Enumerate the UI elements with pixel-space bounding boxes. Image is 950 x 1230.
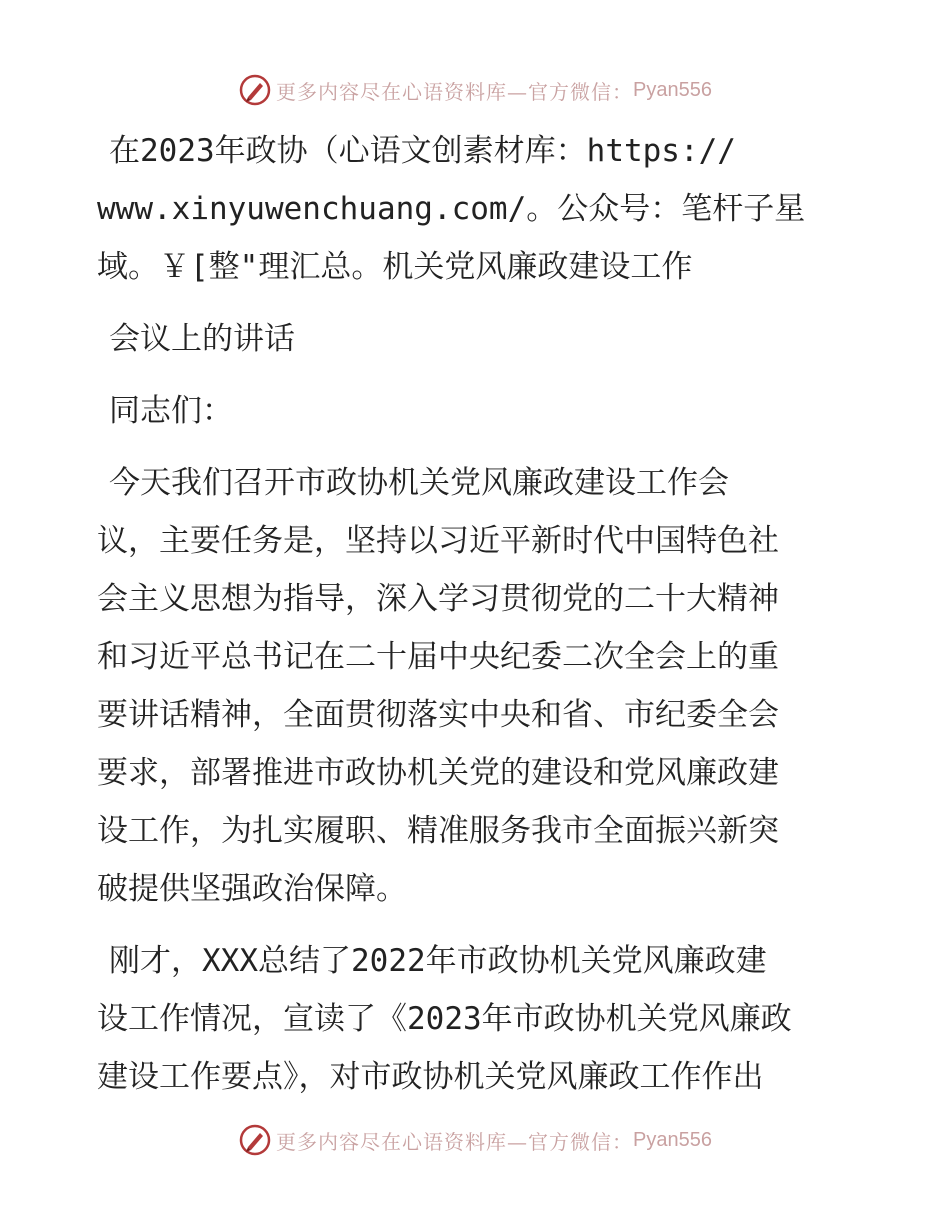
pen-logo-icon: [238, 73, 272, 107]
paragraph-line: 今天我们召开市政协机关党风廉政建设工作会: [109, 465, 729, 501]
document-body: [97, 122, 867, 1106]
watermark-handle: Pyan556: [633, 1128, 712, 1151]
paragraph-line: 刚才，XXX总结了2022年市政协机关党风廉政建: [109, 943, 767, 979]
watermark-header: [0, 70, 950, 110]
title-line: www.xinyuwenchuang.com/。公众号：笔杆子星: [97, 191, 806, 227]
watermark-text: 更多内容尽在心语资料库—官方微信：: [276, 1129, 634, 1154]
watermark-footer: [0, 1120, 950, 1160]
paragraph-line: 要讲话精神，全面贯彻落实中央和省、市纪委全会: [97, 697, 779, 733]
paragraph-line: 设工作情况，宣读了《2023年市政协机关党风廉政: [97, 1001, 792, 1037]
paragraph-2: [97, 932, 867, 1106]
paragraph-line: 会主义思想为指导，深入学习贯彻党的二十大精神: [97, 581, 779, 617]
paragraph-line: 破提供坚强政治保障。: [97, 871, 407, 907]
pen-logo-icon: [238, 1123, 272, 1157]
title-line: 域。￥[整"理汇总。机关党风廉政建设工作: [97, 249, 693, 285]
watermark-text: 更多内容尽在心语资料库—官方微信：: [276, 79, 634, 104]
paragraph-1: [97, 454, 867, 918]
paragraph-line: 和习近平总书记在二十届中央纪委二次全会上的重: [97, 639, 779, 675]
paragraph-line: 建设工作要点》，对市政协机关党风廉政工作作出: [97, 1059, 764, 1095]
paragraph-line: 要求，部署推进市政协机关党的建设和党风廉政建: [97, 755, 779, 791]
title-line: 在2023年政协（心语文创素材库：https://: [109, 133, 736, 169]
watermark-handle: Pyan556: [633, 78, 712, 101]
title-subtitle: 会议上的讲话: [109, 321, 295, 357]
document-title: [97, 122, 867, 368]
paragraph-line: 议，主要任务是，坚持以习近平新时代中国特色社: [97, 523, 779, 559]
salutation: 同志们：: [109, 393, 233, 429]
paragraph-line: 设工作，为扎实履职、精准服务我市全面振兴新突: [97, 813, 779, 849]
